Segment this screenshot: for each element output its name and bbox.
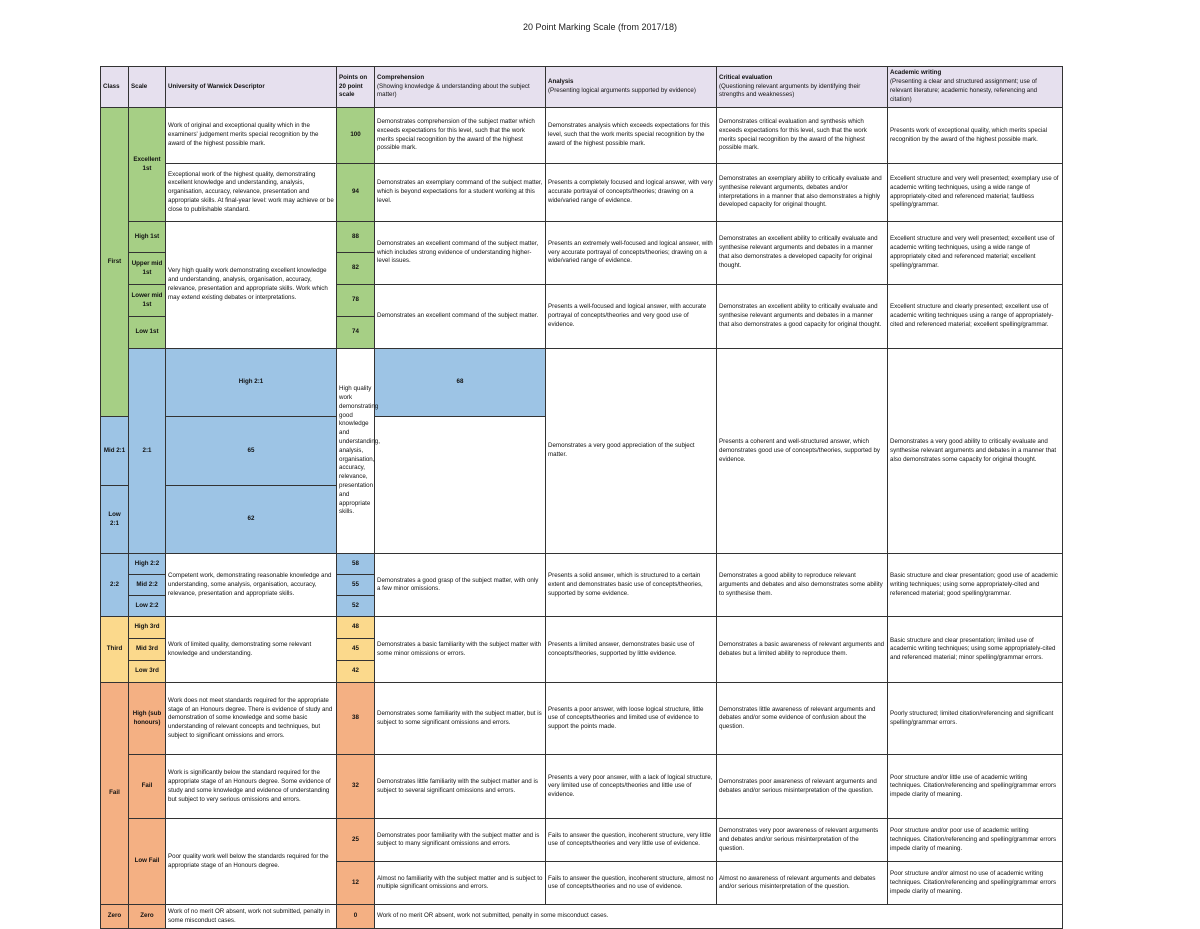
page-title: 20 Point Marking Scale (from 2017/18) (522, 22, 678, 32)
academic-cell: Basic structure and clear presentation; limited use of academic writing techniques; using some appropriately-cited and referenced material; minor spelling/grammar errors. (888, 617, 1063, 683)
class-cell-third: Third (101, 617, 129, 683)
descriptor-cell: Competent work, demonstrating reasonable knowledge and understanding, some analysis, organisation, accuracy, relevance, presentation and appropriate skills. (166, 554, 337, 617)
comprehension-cell: Demonstrates poor familiarity with the subject matter and is subject to many significant omissions and errors. (375, 819, 546, 862)
scale-cell: Low 2:1 (101, 485, 129, 553)
critical-cell: Almost no awareness of relevant arguments and debates and/or serious misinterpretation of the question. (717, 862, 888, 905)
descriptor-cell: Very high quality work demonstrating excellent knowledge and understanding, analysis, organisation, accuracy, relevance, presentation and appropriate skills. Work which may extend existing debates or interpretations. (166, 222, 337, 349)
header-descriptor: University of Warwick Descriptor (166, 67, 337, 108)
points-cell: 100 (337, 108, 375, 164)
academic-cell: Poor structure and/or little use of academic writing techniques. Citation/referencing and spelling/grammar errors impede clarity of meaning. (888, 755, 1063, 819)
comprehension-cell: Demonstrates comprehension of the subject matter which exceeds expectations for this level, such that the work merits special recognition by the award of the highest possible mark. (375, 108, 546, 164)
points-cell: 88 (337, 222, 375, 253)
header-row (101, 67, 1063, 108)
comprehension-cell: Demonstrates a basic familiarity with the subject matter with some minor omissions or errors. (375, 617, 546, 683)
header-scale: Scale (129, 67, 166, 108)
header-comprehension-title: Comprehension (377, 73, 425, 81)
header-class: Class (101, 67, 129, 108)
comprehension-cell: Demonstrates an excellent command of the subject matter, which includes strong evidence of understanding higher-level issues. (375, 222, 546, 285)
comprehension-cell: Demonstrates an excellent command of the subject matter. (375, 285, 546, 349)
academic-cell: Excellent structure and clearly presented; excellent use of academic writing techniques using a range of appropriately-cited and referenced material; excellent spelling/grammar. (888, 285, 1063, 349)
header-critical (717, 67, 888, 108)
descriptor-cell: Exceptional work of the highest quality, demonstrating excellent knowledge and understanding, analysis, organisation, accuracy, relevance, presentation and appropriate skills. At final-year level: work may achieve or be close to publishable standard. (166, 164, 337, 222)
scale-cell: High 2:2 (129, 554, 166, 575)
descriptor-cell: Work is significantly below the standard required for the appropriate stage of an Honours degree. Some evidence of study and some knowledge and evidence of understanding but subject to very serious omissions and errors. (166, 755, 337, 819)
class-cell-zero: Zero (101, 905, 129, 929)
academic-cell: Basic structure and clear presentation; good use of academic writing techniques; using some appropriately-cited and referenced material; good spelling/grammar. (888, 554, 1063, 617)
class-cell-first: First (101, 108, 129, 417)
comprehension-cell: Demonstrates an exemplary command of the subject matter, which is beyond expectations for a student working at this level. (375, 164, 546, 222)
descriptor-cell: Work of original and exceptional quality which in the examiners' judgement merits special recognition by the award of the highest possible mark. (166, 108, 337, 164)
points-cell: 82 (337, 253, 375, 285)
comprehension-cell: Almost no familiarity with the subject matter and is subject to multiple significant omissions and errors. (375, 862, 546, 905)
comprehension-cell: Demonstrates some familiarity with the subject matter, but is subject to some significant omissions and errors. (375, 683, 546, 755)
critical-cell: Demonstrates an excellent ability to critically evaluate and synthesise relevant arguments and debates in a manner that also demonstrates a developed capacity for original thought. (717, 222, 888, 285)
analysis-cell: Presents a completely focused and logical answer, with very accurate portrayal of concepts/theories; drawing on a wide/varied range of evidence. (546, 164, 717, 222)
analysis-cell: Fails to answer the question, incoherent structure, almost no use of concepts/theories and no use of evidence. (546, 862, 717, 905)
scale-cell: Low 2:2 (129, 596, 166, 617)
header-academic (888, 67, 1063, 108)
comprehension-cell: Demonstrates a very good appreciation of the subject matter. (546, 349, 717, 554)
critical-cell: Demonstrates a very good ability to critically evaluate and synthesise relevant arguments and debates in a manner that also demonstrates some capacity for original thought. (888, 349, 1063, 554)
points-cell: 68 (375, 349, 546, 417)
points-cell: 45 (337, 639, 375, 661)
analysis-cell: Presents a very poor answer, with a lack of logical structure, very limited use of concepts/theories and little use of evidence. (546, 755, 717, 819)
scale-cell: Excellent 1st (129, 108, 166, 222)
scale-cell: Lower mid 1st (129, 285, 166, 317)
points-cell: 74 (337, 317, 375, 349)
points-cell: 65 (166, 417, 337, 485)
header-analysis-title: Analysis (548, 78, 574, 86)
table-row (101, 349, 1063, 417)
academic-cell: Excellent structure and very well presented; excellent use of academic writing techniques, using a wide range of appropriately cited and referenced material; excellent spelling/grammar. (888, 222, 1063, 285)
scale-cell: Low 3rd (129, 661, 166, 683)
points-cell: 62 (166, 485, 337, 553)
table-row (101, 108, 1063, 164)
academic-cell: Poor structure and/or almost no use of academic writing techniques. Citation/referencing and spelling/grammar errors impede clarity of meaning. (888, 862, 1063, 905)
table-row (101, 819, 1063, 862)
scale-cell: Low Fail (129, 819, 166, 905)
scale-cell: Fail (129, 755, 166, 819)
class-cell-fail: Fail (101, 683, 129, 905)
points-cell: 48 (337, 617, 375, 639)
analysis-cell: Presents a poor answer, with loose logical structure, little use of concepts/theories and limited use of evidence to support the points made. (546, 683, 717, 755)
descriptor-cell: Work of no merit OR absent, work not submitted, penalty in some misconduct cases. (166, 905, 337, 929)
critical-cell: Demonstrates very poor awareness of relevant arguments and debates and/or serious misinterpretation of the question. (717, 819, 888, 862)
header-points: Points on 20 point scale (337, 67, 375, 108)
header-comprehension (375, 67, 546, 108)
points-cell: 94 (337, 164, 375, 222)
points-cell: 12 (337, 862, 375, 905)
class-cell-2-1: 2:1 (129, 349, 166, 554)
scale-cell: Zero (129, 905, 166, 929)
points-cell: 38 (337, 683, 375, 755)
scale-cell: High 3rd (129, 617, 166, 639)
points-cell: 52 (337, 596, 375, 617)
table-row (101, 617, 1063, 639)
points-cell: 25 (337, 819, 375, 862)
critical-cell: Demonstrates poor awareness of relevant arguments and debates and/or serious misinterpretation of the question. (717, 755, 888, 819)
analysis-cell: Presents a coherent and well-structured answer, which demonstrates good use of concepts/theories, supported by evidence. (717, 349, 888, 554)
zero-merged-cell: Work of no merit OR absent, work not submitted, penalty in some misconduct cases. (375, 905, 1063, 929)
scale-cell: Mid 2:1 (101, 417, 129, 485)
analysis-cell: Presents an extremely well-focused and logical answer, with very accurate portrayal of concepts/theories; drawing on a wide/varied range of evidence. (546, 222, 717, 285)
analysis-cell: Demonstrates analysis which exceeds expectations for this level, such that the work merits special recognition by the award of the highest possible mark. (546, 108, 717, 164)
academic-cell: Presents work of exceptional quality, which merits special recognition by the award of the highest possible mark. (888, 108, 1063, 164)
table-row (101, 755, 1063, 819)
table-row (101, 164, 1063, 222)
critical-cell: Demonstrates little awareness of relevant arguments and debates and/or some evidence of confusion about the question. (717, 683, 888, 755)
critical-cell: Demonstrates critical evaluation and synthesis which exceeds expectations for this level, such that the work merits special recognition by the award of the highest possible mark. (717, 108, 888, 164)
academic-cell: Poorly structured; limited citation/referencing and significant spelling/grammar errors. (888, 683, 1063, 755)
header-academic-title: Academic writing (890, 69, 942, 77)
comprehension-cell: Demonstrates a good grasp of the subject matter, with only a few minor omissions. (375, 554, 546, 617)
analysis-cell: Fails to answer the question, incoherent structure, very little use of concepts/theories and very little use of evidence. (546, 819, 717, 862)
points-cell: 55 (337, 575, 375, 596)
scale-cell: Mid 3rd (129, 639, 166, 661)
academic-cell: Excellent structure and very well presented; exemplary use of academic writing techniques, using a wide range of appropriately-cited and referenced material; faultless spelling/grammar. (888, 164, 1063, 222)
points-cell: 58 (337, 554, 375, 575)
points-cell: 0 (337, 905, 375, 929)
table-row (101, 905, 1063, 929)
analysis-cell: Presents a limited answer, demonstrates basic use of concepts/theories, supported by little evidence. (546, 617, 717, 683)
table-row (101, 683, 1063, 755)
scale-cell: Low 1st (129, 317, 166, 349)
points-cell: 32 (337, 755, 375, 819)
table-row (101, 554, 1063, 575)
scale-cell: High 2:1 (166, 349, 337, 417)
analysis-cell: Presents a solid answer, which is structured to a certain extent and demonstrates basic use of concepts/theories, supported by some evidence. (546, 554, 717, 617)
critical-cell: Demonstrates a good ability to reproduce relevant arguments and debates and also demonstrates some ability to synthesise them. (717, 554, 888, 617)
header-academic-sub: (Presenting a clear and structured assignment; use of relevant literature; academic honesty, referencing and citation) (890, 78, 1038, 103)
descriptor-cell: Poor quality work well below the standards required for the appropriate stage of an Honours degree. (166, 819, 337, 905)
analysis-cell: Presents a well-focused and logical answer, with accurate portrayal of concepts/theories and very good use of evidence. (546, 285, 717, 349)
critical-cell: Demonstrates an excellent ability to critically evaluate and synthesise relevant arguments and debates in a manner that also demonstrates a good capacity for original thought. (717, 285, 888, 349)
table-row (101, 222, 1063, 253)
points-cell: 42 (337, 661, 375, 683)
descriptor-cell: Work of limited quality, demonstrating some relevant knowledge and understanding. (166, 617, 337, 683)
scale-cell: Mid 2:2 (129, 575, 166, 596)
comprehension-cell: Demonstrates little familiarity with the subject matter and is subject to several significant omissions and errors. (375, 755, 546, 819)
marking-scale-table (100, 66, 1063, 929)
header-analysis-sub: (Presenting logical arguments supported by evidence) (548, 87, 696, 94)
critical-cell: Demonstrates a basic awareness of relevant arguments and debates but a limited ability to reproduce them. (717, 617, 888, 683)
scale-cell: High (sub honours) (129, 683, 166, 755)
academic-cell: Poor structure and/or poor use of academic writing techniques. Citation/referencing and spelling/grammar errors impede clarity of meaning. (888, 819, 1063, 862)
descriptor-cell: Work does not meet standards required for the appropriate stage of an Honours degree. There is evidence of study and demonstration of some knowledge and some basic understanding of relevant concepts and techniques, but subject to significant omissions and errors. (166, 683, 337, 755)
header-critical-sub: (Questioning relevant arguments by identifying their strengths and weaknesses) (719, 82, 861, 99)
header-critical-title: Critical evaluation (719, 73, 773, 81)
scale-cell: High 1st (129, 222, 166, 253)
descriptor-cell: High quality work demonstrating good knowledge and understanding, analysis, organisation, accuracy, relevance, presentation and appropriate skills. (337, 349, 375, 554)
critical-cell: Demonstrates an exemplary ability to critically evaluate and synthesise relevant arguments, debates and/or interpretations in a manner that also demonstrates a highly developed capacity for original thought. (717, 164, 888, 222)
scale-cell: Upper mid 1st (129, 253, 166, 285)
points-cell: 78 (337, 285, 375, 317)
header-comprehension-sub: (Showing knowledge & understanding about the subject matter) (377, 82, 530, 99)
header-analysis (546, 67, 717, 108)
class-cell-2-2: 2:2 (101, 554, 129, 617)
